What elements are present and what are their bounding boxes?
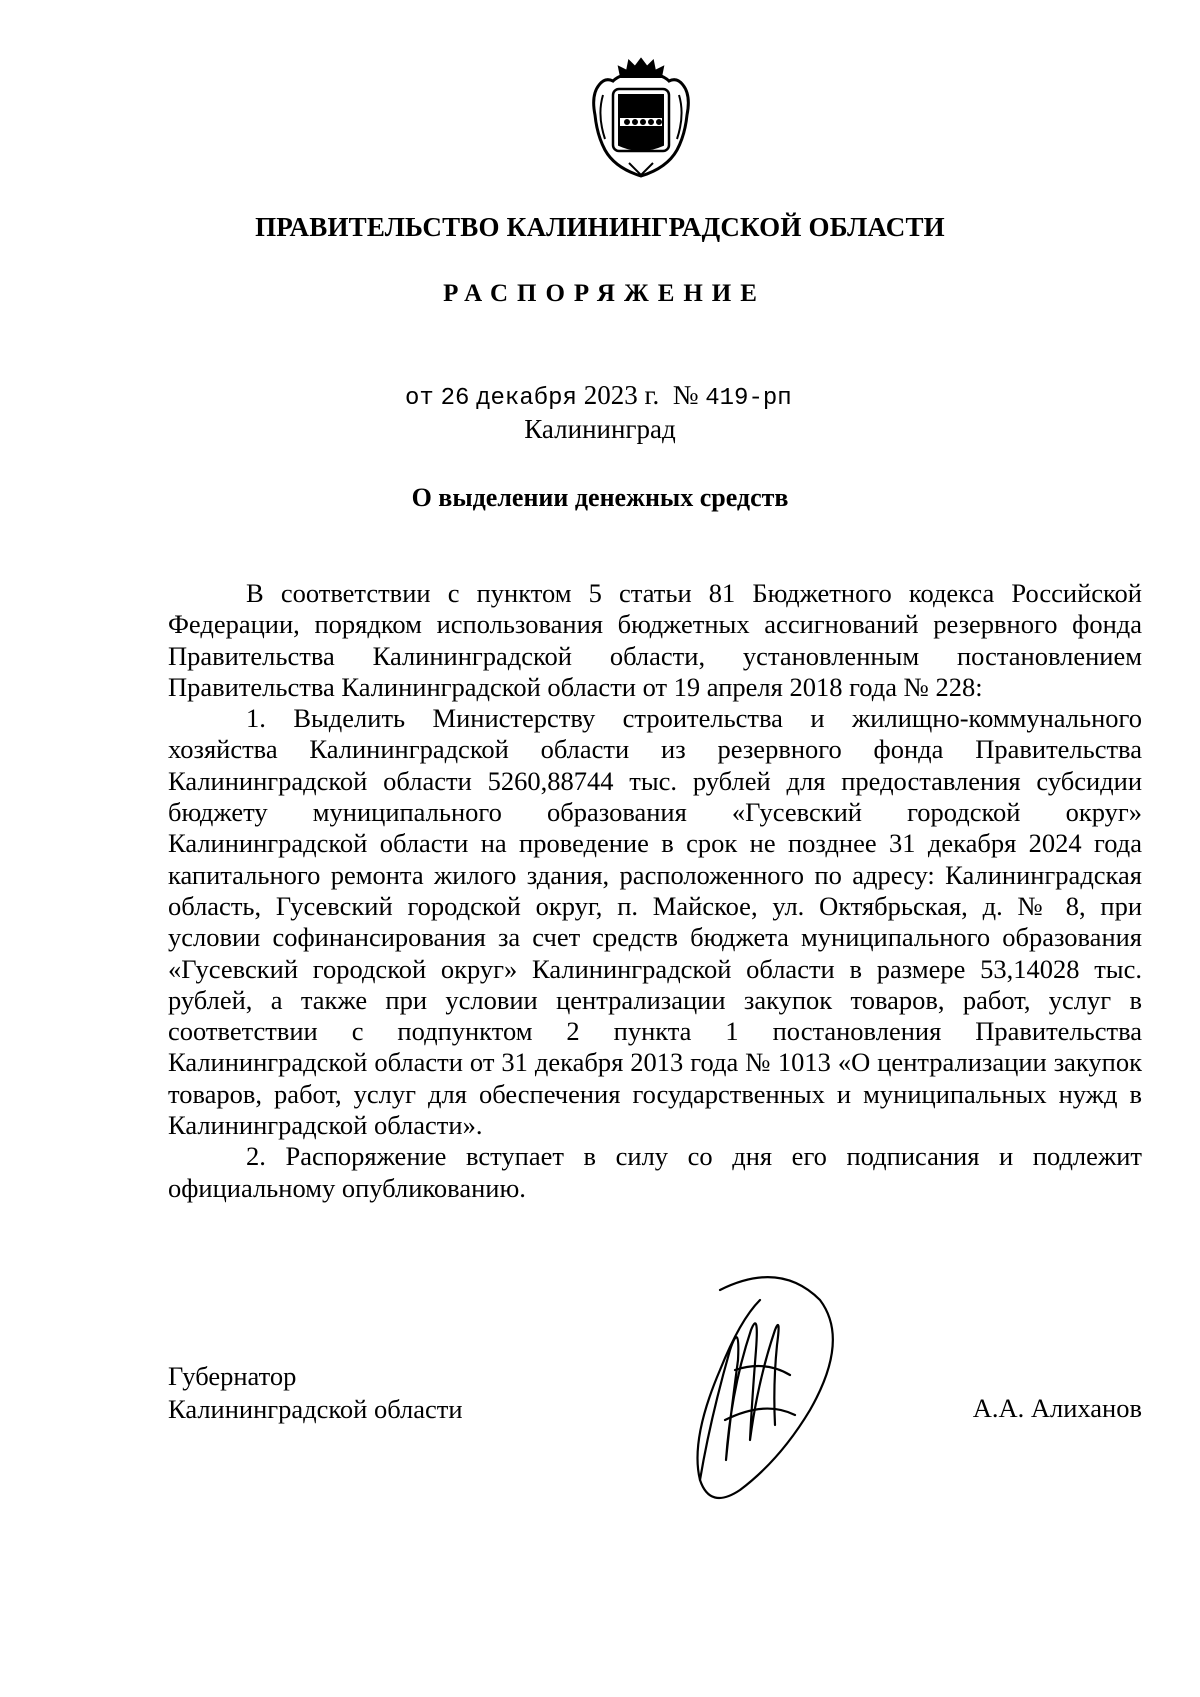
number-sign: № xyxy=(672,380,699,410)
handwritten-signature xyxy=(680,1270,850,1520)
date-number-line xyxy=(405,380,792,412)
date-day: 26 xyxy=(440,385,470,412)
date-prefix: от xyxy=(405,385,434,412)
document-number: 419-рп xyxy=(705,385,792,412)
date-month: декабря xyxy=(476,385,577,412)
item-2-paragraph: 2. Распоряжение вступает в силу со дня его подписания и подлежит официальному опубликованию. xyxy=(168,1141,1142,1203)
city: Калининград xyxy=(524,414,676,444)
item-1-paragraph: 1. Выделить Министерству строительства и жилищно-коммунального хозяйства Калининградской области из резервного фонда Правительства Калининградской области 5260,88744 тыс. рублей для предоставления субсидии бюджету муниципального образования «Гусевский городской округ» Калининградской области на проведение в срок не позднее 31 декабря 2024 года капитального ремонта жилого здания, расположенного по адресу: Калининградская область, Гусевский городской округ, п. Майское, ул. Октябрьская, д. № 8, при условии софинансирования за счет средств бюджета муниципального образования «Гусевский городской округ» Калининградской области в размере 53,14028 тыс. рублей, а также при условии централизации закупок товаров, работ, услуг в соответствии с подпунктом 2 пункта 1 постановления Правительства Калининградской области от 31 декабря 2013 года № 1013 «О централизации закупок товаров, работ, услуг для обеспечения государственных и муниципальных нужд в Калининградской области». xyxy=(168,703,1142,1141)
position-line-2: Калининградской области xyxy=(168,1394,463,1424)
preamble-paragraph: В соответствии с пунктом 5 статьи 81 Бюджетного кодекса Российской Федерации, порядком использования бюджетных ассигнований резервного фонда Правительства Калининградской области, установленным постановлением Правительства Калининградской области от 19 апреля 2018 года № 228: xyxy=(168,578,1142,702)
signatory-name: А.А. Алиханов xyxy=(972,1393,1142,1423)
date-suffix: г. xyxy=(644,380,660,410)
government-title: ПРАВИТЕЛЬСТВО КАЛИНИНГРАДСКОЙ ОБЛАСТИ xyxy=(255,212,945,242)
document-body xyxy=(168,578,1142,1204)
position-line-1: Губернатор xyxy=(168,1361,297,1391)
coat-of-arms-icon xyxy=(585,55,697,181)
date-year: 2023 xyxy=(583,380,638,410)
document-type: РАСПОРЯЖЕНИЕ xyxy=(443,280,766,307)
document-subject: О выделении денежных средств xyxy=(411,483,789,512)
signatory-position xyxy=(168,1360,463,1426)
